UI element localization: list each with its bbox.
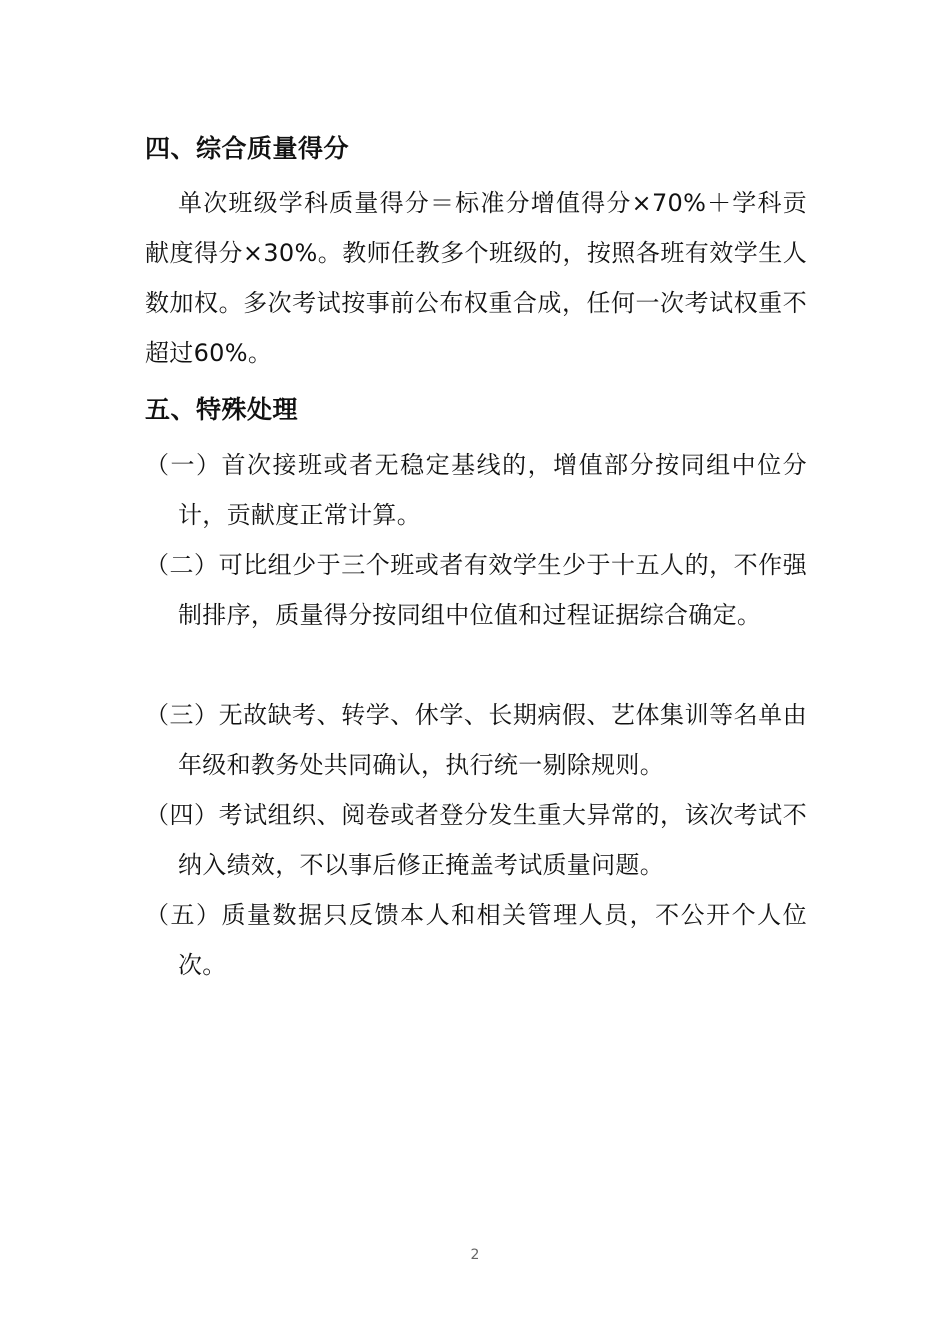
section-heading-comprehensive-score: 四、综合质量得分 [145, 134, 350, 163]
score-formula-paragraph: 单次班级学科质量得分＝标准分增值得分×70%＋学科贡献度得分×30%。教师任教多个班级的，按照各班有效学生人数加权。多次考试按事前公布权重合成，任何一次考试权重不超过60%。 [145, 189, 807, 367]
list-item: （五）质量数据只反馈本人和相关管理人员，不公开个人位次。 [145, 901, 807, 979]
list-item: （一）首次接班或者无稳定基线的，增值部分按同组中位分计，贡献度正常计算。 [145, 451, 807, 529]
list-item: （四）考试组织、阅卷或者登分发生重大异常的，该次考试不纳入绩效，不以事后修正掩盖考试质量问题。 [145, 801, 807, 879]
section-heading-special-handling: 五、特殊处理 [145, 395, 299, 424]
list-item: （三）无故缺考、转学、休学、长期病假、艺体集训等名单由年级和教务处共同确认，执行统一剔除规则。 [145, 701, 807, 779]
page-number: 2 [470, 1247, 480, 1263]
list-item: （二）可比组少于三个班或者有效学生少于十五人的，不作强制排序，质量得分按同组中位值和过程证据综合确定。 [145, 551, 807, 629]
